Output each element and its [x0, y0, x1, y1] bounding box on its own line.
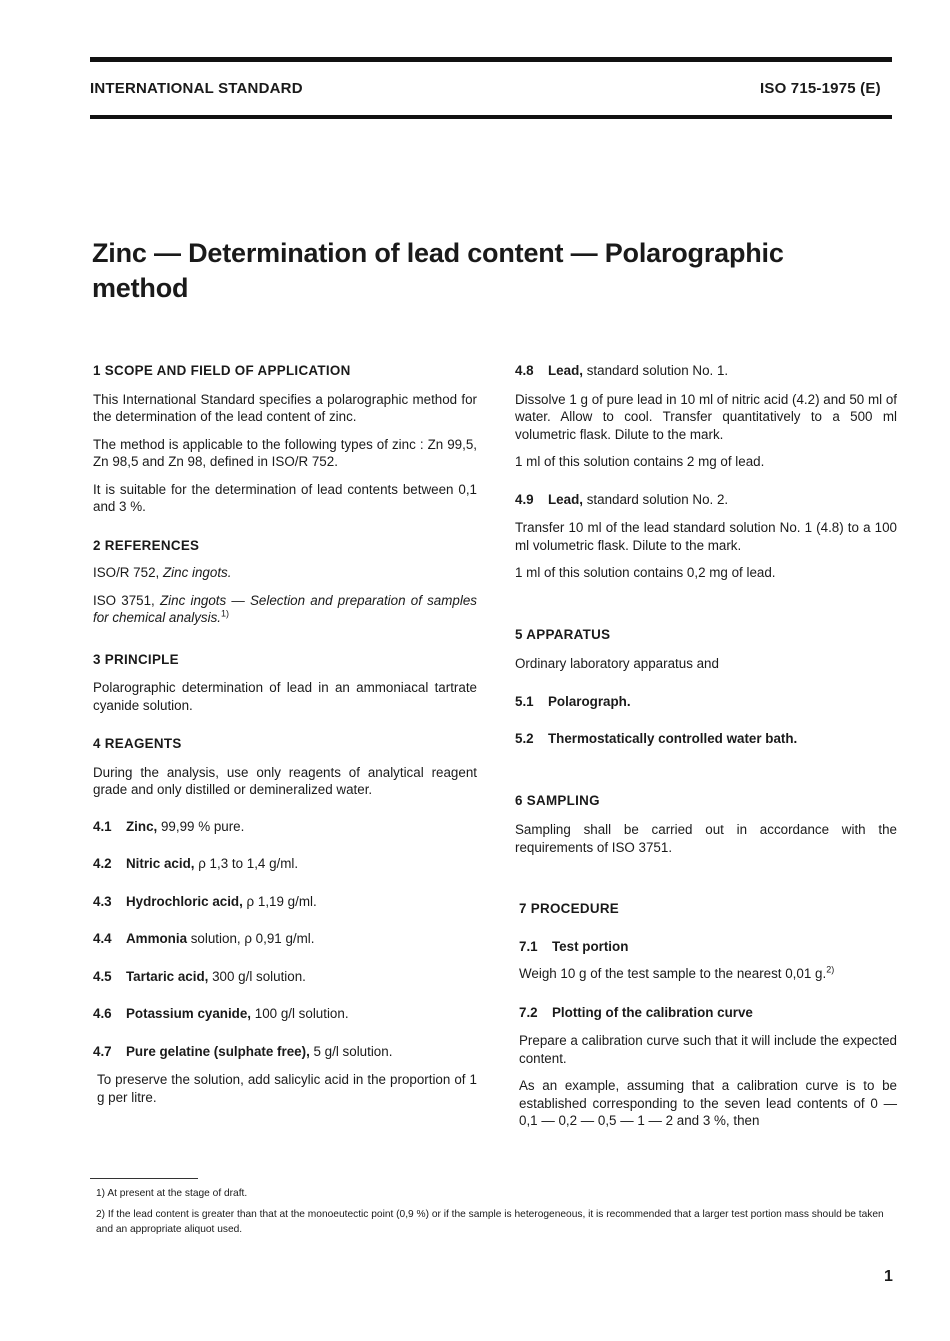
reagent-note: To preserve the solution, add salicylic acid in the proportion of 1 g per litre.	[97, 1072, 477, 1105]
reagent-paragraph: 1 ml of this solution contains 2 mg of lead.	[515, 454, 765, 469]
subsection-number: 7.2	[519, 1004, 538, 1020]
reagent-item	[515, 491, 897, 509]
subsection-7-1-text	[515, 965, 897, 983]
reagent-number: 4.8	[515, 363, 534, 378]
page-number: 1	[884, 1268, 893, 1285]
section-1-paragraph: The method is applicable to the following types of zinc : Zn 99,5, Zn 98,5 and Zn 98, defined in ISO/R 752.	[93, 436, 477, 469]
reagent-item	[93, 968, 477, 986]
section-6-paragraph: Sampling shall be carried out in accordance with the requirements of ISO 3751.	[515, 822, 897, 855]
reagent-item	[93, 930, 477, 948]
reagent-number: 4.4	[93, 931, 112, 946]
apparatus-item	[515, 693, 897, 711]
section-3-paragraph: Polarographic determination of lead in an ammoniacal tartrate cyanide solution.	[93, 680, 477, 713]
reagent-spec: solution, ρ 0,91 g/ml.	[187, 931, 315, 946]
section-3-heading: 3 PRINCIPLE	[93, 651, 179, 667]
procedure-text: Weigh 10 g of the test sample to the nearest 0,01 g.	[519, 966, 827, 981]
reagent-number: 4.7	[93, 1043, 112, 1059]
reagent-item	[93, 1005, 477, 1023]
reagent-name: Ammonia	[126, 931, 188, 946]
reagent-name: Lead,	[548, 363, 583, 378]
reagent-spec: 300 g/l solution.	[208, 968, 306, 984]
subsection-7-2-heading	[515, 1004, 897, 1022]
reagent-name: Hydrochloric acid,	[126, 893, 243, 909]
reagent-item	[93, 893, 477, 911]
reagent-spec: 99,99 % pure.	[157, 818, 245, 834]
apparatus-number: 5.2	[515, 731, 534, 746]
reagent-item	[515, 362, 897, 380]
section-2-heading: 2 REFERENCES	[93, 537, 200, 553]
reagent-paragraph: 1 ml of this solution contains 0,2 mg of lead.	[515, 565, 776, 580]
apparatus-item	[515, 730, 897, 748]
apparatus-name: Polarograph.	[548, 693, 631, 709]
section-1-heading: 1 SCOPE AND FIELD OF APPLICATION	[93, 363, 351, 378]
reference-item	[93, 564, 477, 582]
subsection-7-1-heading	[515, 938, 897, 956]
subsection-title: Test portion	[552, 938, 629, 954]
reference-code: ISO/R 752,	[93, 565, 160, 580]
reagent-spec: ρ 1,3 to 1,4 g/ml.	[194, 856, 299, 871]
right-column	[515, 362, 897, 1130]
footnote-marker: 2)	[826, 964, 835, 975]
left-column	[93, 362, 477, 1106]
reagent-number: 4.2	[93, 856, 112, 871]
footnote-1: 1) At present at the stage of draft.	[96, 1188, 248, 1199]
reference-title: Zinc ingots — Selection and preparation of samples for chemical analysis.	[93, 592, 477, 625]
reagent-name: Nitric acid,	[126, 856, 195, 871]
section-4-intro: During the analysis, use only reagents of analytical reagent grade and only distilled or demineralized water.	[93, 764, 477, 797]
reagent-spec: standard solution No. 2.	[582, 491, 729, 507]
reagent-number: 4.3	[93, 893, 112, 909]
reagent-name: Pure gelatine (sulphate free),	[126, 1043, 310, 1059]
reagent-number: 4.5	[93, 968, 112, 984]
reagent-spec: 5 g/l solution.	[309, 1043, 393, 1059]
section-5-intro: Ordinary laboratory apparatus and	[515, 656, 719, 671]
reagent-name: Zinc,	[126, 818, 158, 834]
reagent-name: Potassium cyanide,	[126, 1006, 252, 1021]
apparatus-name: Thermostatically controlled water bath.	[548, 731, 798, 746]
section-5-heading: 5 APPARATUS	[515, 626, 611, 642]
section-1-paragraph: This International Standard specifies a polarographic method for the determination of the lead content of zinc.	[93, 391, 477, 424]
reference-item	[93, 592, 477, 627]
footnote-rule	[90, 1178, 198, 1179]
header-top-rule	[90, 57, 892, 62]
footnote-2: 2) If the lead content is greater than that at the monoeutectic point (0,9 %) or if the sample is heterogeneous, it is recommended that a larger test portion mass should be taken and an appropriate aliquot used.	[96, 1209, 884, 1235]
footnote-marker: 1)	[221, 608, 230, 619]
subsection-number: 7.1	[519, 938, 538, 954]
reference-code: ISO 3751,	[93, 592, 155, 608]
reagent-number: 4.9	[515, 491, 534, 507]
section-1-paragraph: It is suitable for the determination of lead contents between 0,1 and 3 %.	[93, 481, 477, 514]
apparatus-number: 5.1	[515, 693, 534, 709]
reagent-item	[93, 855, 477, 873]
document-title: Zinc — Determination of lead content — Polarographic method	[92, 238, 784, 303]
header-standard-type: INTERNATIONAL STANDARD	[90, 80, 303, 97]
reagent-paragraph: Dissolve 1 g of pure lead in 10 ml of nitric acid (4.2) and 50 ml of water. Allow to cool. Transfer quantitatively to a 500 ml volumetric flask. Dilute to the mark.	[515, 391, 897, 442]
subsection-title: Plotting of the calibration curve	[552, 1004, 753, 1020]
section-6-heading: 6 SAMPLING	[515, 792, 600, 808]
section-7-heading: 7 PROCEDURE	[519, 901, 620, 916]
reference-title: Zinc ingots.	[162, 565, 232, 580]
reagent-spec: standard solution No. 1.	[582, 363, 729, 378]
reagent-item	[93, 1043, 477, 1061]
reagent-number: 4.1	[93, 818, 112, 834]
reagent-name: Lead,	[548, 491, 583, 507]
reagent-name: Tartaric acid,	[126, 968, 209, 984]
reagent-paragraph: Transfer 10 ml of the lead standard solution No. 1 (4.8) to a 100 ml volumetric flask. Dilute to the mark.	[515, 520, 897, 553]
reagent-number: 4.6	[93, 1006, 112, 1021]
header-bottom-rule	[90, 115, 892, 119]
subsection-7-2-paragraph: Prepare a calibration curve such that it will include the expected content.	[519, 1033, 897, 1066]
reagent-item	[93, 818, 477, 836]
section-4-heading: 4 REAGENTS	[93, 736, 182, 751]
reagent-spec: ρ 1,19 g/ml.	[242, 893, 317, 909]
reagent-spec: 100 g/l solution.	[251, 1006, 349, 1021]
subsection-7-2-paragraph: As an example, assuming that a calibration curve is to be established corresponding to the seven lead contents of 0 — 0,1 — 0,2 — 0,5 — 1 — 2 and 3 %, then	[519, 1078, 897, 1128]
header-document-number: ISO 715-1975 (E)	[760, 80, 881, 97]
